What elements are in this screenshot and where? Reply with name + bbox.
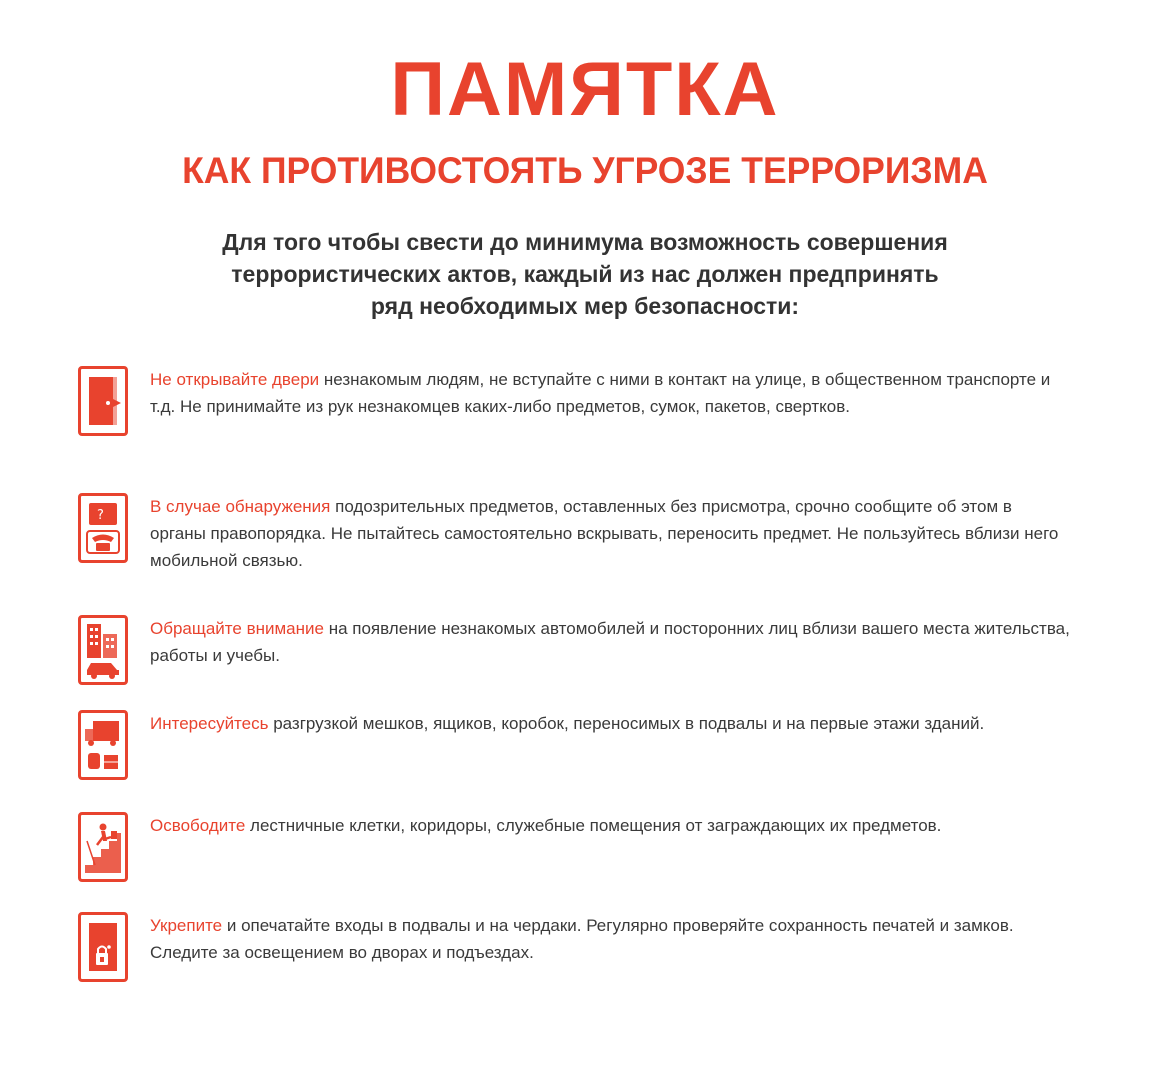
safety-item-unloading — [78, 710, 1098, 780]
safety-item-basements — [78, 912, 1098, 982]
item-text: разгрузкой мешков, ящиков, коробок, переносимых в подвалы и на первые этажи зданий. — [268, 714, 985, 733]
item-text: и опечатайте входы в подвалы и на чердаки. Регулярно проверяйте сохранность печатей и замков. Следите за освещением во дворах и подъездах. — [150, 916, 1014, 962]
item-highlight: Освободите — [150, 816, 246, 835]
item-highlight: Обращайте внимание — [150, 619, 324, 638]
svg-text:?: ? — [97, 508, 104, 523]
safety-item-attention — [78, 615, 1098, 685]
item-highlight: Интересуйтесь — [150, 714, 269, 733]
item-text: незнакомым людям, не вступайте с ними в контакт на улице, в общественном транспорте и т.д. Не принимайте из рук незнакомцев каких-либо предметов, сумок, пакетов, свертков. — [150, 370, 1051, 416]
item-text: лестничные клетки, коридоры, служебные помещения от заграждающих их предметов. — [245, 816, 942, 835]
safety-item-stairwells — [78, 812, 1098, 882]
item-text: подозрительных предметов, оставленных без присмотра, срочно сообщите об этом в органы правопорядка. Не пытайтесь самостоятельно вскрывать, переносить предмет. Не пользуйтесь вблизи него мобильной связью. — [150, 497, 1059, 570]
truck-boxes-icon — [78, 710, 128, 780]
intro-line: террористических актов, каждый из нас должен предпринять — [231, 261, 939, 287]
safety-item-doors — [78, 366, 1098, 436]
intro-paragraph — [0, 226, 1170, 322]
item-highlight: В случае обнаружения — [150, 497, 331, 516]
lock-door-icon — [78, 912, 128, 982]
page-title: ПАМЯТКА — [390, 47, 780, 132]
intro-line: ряд необходимых мер безопасности: — [370, 293, 800, 319]
safety-item-suspicious-objects — [78, 493, 1098, 574]
stairs-person-icon — [78, 812, 128, 882]
item-highlight: Укрепите — [150, 916, 223, 935]
item-text: на появление незнакомых автомобилей и посторонних лиц вблизи вашего места жительства, работы и учебы. — [150, 619, 1070, 665]
phone-report-icon — [78, 493, 128, 563]
buildings-car-icon — [78, 615, 128, 685]
item-highlight: Не открывайте двери — [150, 370, 320, 389]
intro-line: Для того чтобы свести до минимума возможность совершения — [222, 229, 948, 255]
door-icon — [78, 366, 128, 436]
page-subtitle: КАК ПРОТИВОСТОЯТЬ УГРОЗЕ ТЕРРОРИЗМА — [182, 150, 988, 191]
